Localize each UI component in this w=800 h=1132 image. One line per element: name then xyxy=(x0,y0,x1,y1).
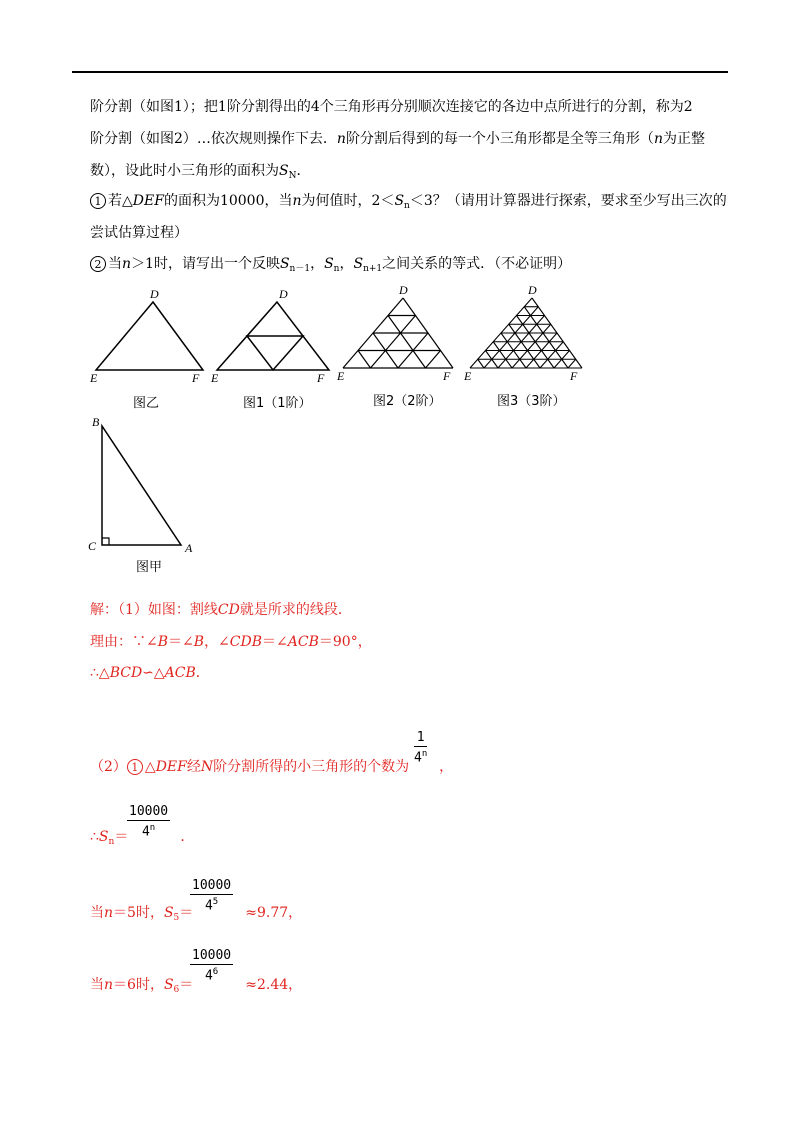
label-f: F xyxy=(317,371,325,385)
solution-part-2: （2） 1 △DEF经N阶分割所得的小三角形的个数为 ， xyxy=(90,759,454,775)
label-f: F xyxy=(443,369,451,383)
figure-1 xyxy=(205,284,335,384)
figure-3 xyxy=(462,280,587,382)
question-2: 2 当n＞1时，请写出一个反映$S_{n-1}$，$S_n$，$S_{n+1}$之间关系的等式．（不必证明） xyxy=(90,255,571,278)
solution-line-1: 解：（1）如图：割线CD就是所求的线段． xyxy=(90,602,352,618)
solution-n5: 当n＝5时，$S_5= \approx 9.77$， xyxy=(90,905,303,923)
grid-line xyxy=(478,359,484,368)
label-e: E xyxy=(90,371,98,385)
grid-line xyxy=(509,324,540,368)
caption-fig-3: 图3（3阶） xyxy=(497,394,566,409)
label-d: D xyxy=(399,283,408,297)
caption-fig-yi: 图乙 xyxy=(133,396,160,411)
figure-yi xyxy=(88,284,208,384)
solution-n6: 当n＝6时，$S_6= \approx 2.44$， xyxy=(90,977,303,995)
intro-line-3: 数），设此时小三角形的面积为$S_N$． xyxy=(90,163,311,181)
figure-jia xyxy=(86,414,196,554)
intro-line-1: 阶分割（如图1）；把1阶分割得出的4个三角形再分别顺次连接它的各边中点所进行的分割，称为2 xyxy=(90,99,693,115)
header-rule xyxy=(72,71,728,73)
label-f: F xyxy=(570,369,578,383)
circled-number-2: 2 xyxy=(90,256,106,272)
solution-sn-formula: $\therefore S_n=$ ． xyxy=(90,829,195,847)
label-e: E xyxy=(337,369,345,383)
label-c: C xyxy=(88,539,97,553)
fraction-1-over-4n: $\frac{1}{4^n}$ xyxy=(414,730,428,766)
label-d: D xyxy=(528,283,537,297)
solution-line-3: ∴△BCD∽△ACB． xyxy=(90,665,210,681)
circled-number-1: 1 xyxy=(90,193,106,209)
label-f: F xyxy=(192,371,200,385)
question-1: 1 若△DEF的面积为10000，当n为何值时，$2<S_n<3$？（请用计算器进行探索，要求至少写出三次的 xyxy=(90,192,727,215)
label-d: D xyxy=(150,287,159,301)
solution-line-2: 理由：∵∠B＝∠B，∠CDB＝∠ACB＝90°， xyxy=(90,634,372,650)
fraction-10000-over-4-6: $\frac{10000}{4^6}$ xyxy=(192,948,232,984)
fraction-10000-over-4n: $\frac{10000}{4^n}$ xyxy=(129,804,169,840)
label-a: A xyxy=(185,541,193,555)
label-e: E xyxy=(211,371,219,385)
grid-line xyxy=(568,359,576,368)
caption-fig-2: 图2（2阶） xyxy=(373,394,442,409)
grid-line xyxy=(358,351,371,369)
label-e: E xyxy=(464,369,472,383)
fraction-10000-over-4-5: $\frac{10000}{4^5}$ xyxy=(192,878,232,914)
figure-2 xyxy=(335,280,460,382)
grid-line xyxy=(426,351,441,369)
label-b: B xyxy=(92,415,100,429)
label-d: D xyxy=(279,287,288,301)
circled-number-1: 1 xyxy=(127,759,143,775)
question-1-line-2: 尝试估算过程） xyxy=(90,225,188,241)
caption-fig-1: 图1（1阶） xyxy=(243,396,312,411)
intro-line-2: 阶分割（如图2）…依次规则操作下去．n阶分割后得到的每一个小三角形都是全等三角形（n为正整 xyxy=(90,131,705,147)
caption-fig-jia: 图甲 xyxy=(136,560,163,575)
